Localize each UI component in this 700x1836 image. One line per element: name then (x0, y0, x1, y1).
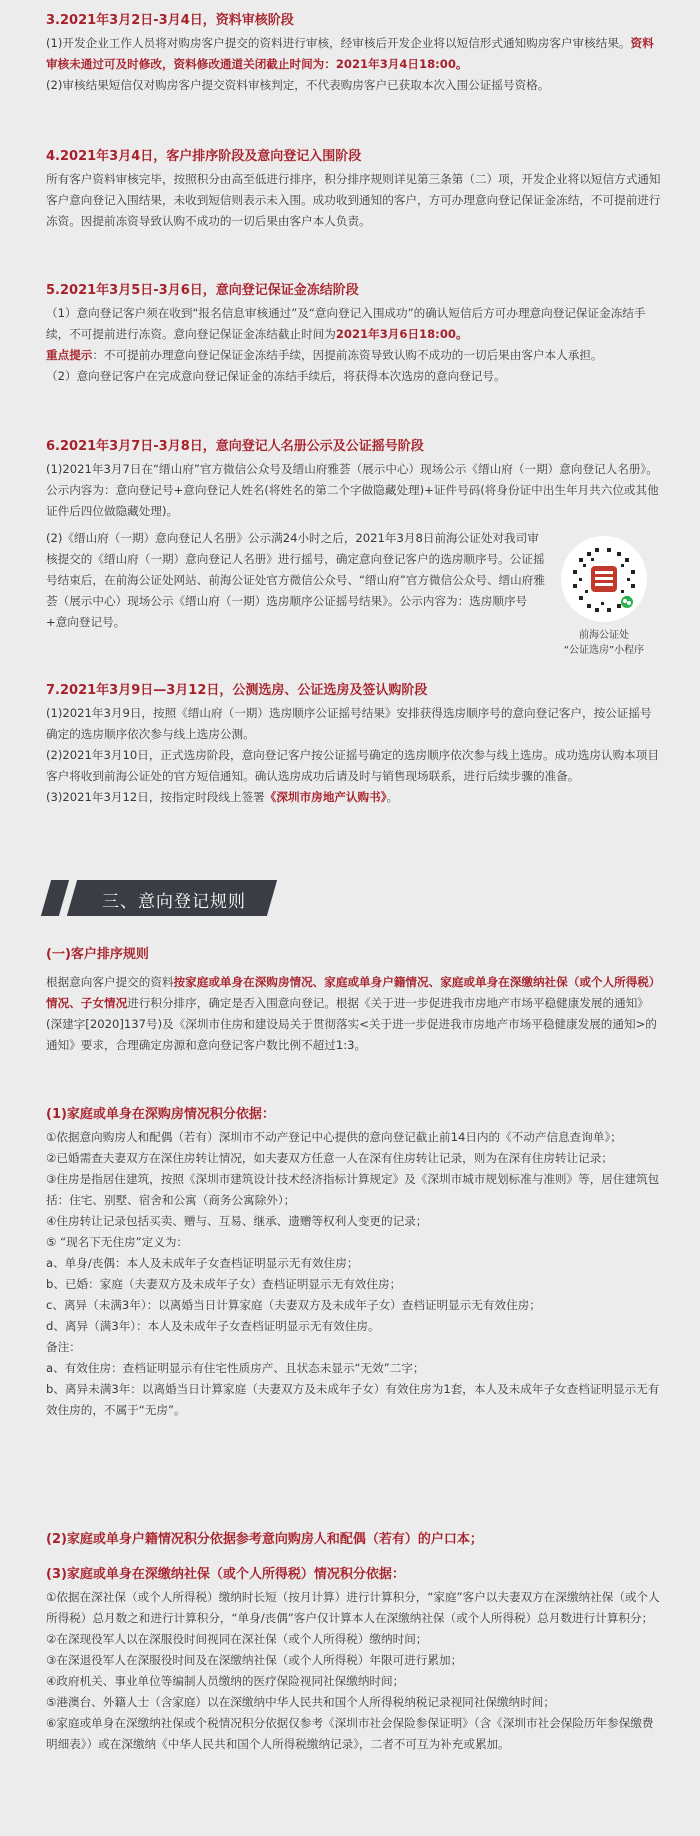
list-item: c、离异（未满3年）：以离婚当日计算家庭（夫妻双方及未成年子女）查档证明显示无有效住房； (46, 1298, 541, 1312)
section-banner (46, 878, 276, 918)
section-7-item-2: (2)2021年3月10日，正式选房阶段，意向登记客户按公证摇号确定的选房顺序依次参与线上选房。成功选房认购本项目客户将收到前海公证处的官方短信通知。确认选房成功后请及时与销售现场联系，进行后续步骤的准备。 (46, 748, 659, 783)
qr-caption-line-2: “公证选房”小程序 (563, 645, 645, 656)
banner-accent-bar (41, 880, 69, 916)
list-item: b、已婚：家庭（夫妻双方及未成年子女）查档证明显示无有效住房； (46, 1277, 402, 1291)
section-3-title: 3.2021年3月2日-3月4日，资料审核阶段 (46, 13, 294, 28)
list-item: ⑤ “现名下无住房”定义为： (46, 1235, 189, 1249)
section-5-deadline: 2021年3月6日18:00。 (335, 327, 468, 341)
rule-1 (46, 946, 661, 1056)
rule-1-3-list (46, 1587, 661, 1755)
section-6-item-2: (2)《缙山府（一期）意向登记人名册》公示满24小时之后，2021年3月8日前海公证处对我司审核提交的《缙山府（一期）意向登记人名册》进行摇号，确定意向登记客户的选房顺序号。公证摇号结束后，在前海公证处网站、前海公证处官方微信公众号、“缙山府”官方微信公众号、缙山府雅荟（展示中心）现场公示《缙山府（一期）选房顺序公证摇号结果》。公示内容为：选房顺序号+意向登记号。 (46, 531, 545, 629)
list-item: d、离异（满3年）：本人及未成年子女查档证明显示无有效住房。 (46, 1319, 380, 1333)
list-item: ④住房转让记录包括买卖、赠与、互易、继承、遗赠等权利人变更的记录； (46, 1214, 428, 1228)
section-6-title: 6.2021年3月7日-3月8日，意向登记人名册公示及公证摇号阶段 (46, 439, 424, 454)
rule-1-title: (一)客户排序规则 (46, 947, 149, 962)
list-item: ①依据意向购房人和配偶（若有）深圳市不动产登记中心提供的意向登记截止前14日内的《不动产信息查询单》； (46, 1130, 622, 1144)
section-7-item-3-end: 。 (386, 790, 399, 804)
section-7-item-1: (1)2021年3月9日，按照《缙山府（一期）选房顺序公证摇号结果》安排获得选房顺序号的意向登记客户，按公证摇号确定的选房顺序依次参与线上选房公测。 (46, 706, 652, 741)
qr-block (558, 536, 650, 658)
section-4-title: 4.2021年3月4日，客户排序阶段及意向登记入围阶段 (46, 149, 362, 164)
section-5-item-1-text: （1）意向登记客户须在收到“报名信息审核通过”及“意向登记入围成功”的确认短信后方可办理意向登记保证金冻结手续，不可提前进行冻资。意向登记保证金冻结截止时间为 (46, 306, 646, 341)
list-item: ⑥家庭或单身在深缴纳社保或个税情况积分依据仅参考《深圳市社会保险参保证明》（含《深圳市社会保险历年参保缴费明细表》）或在深缴纳《中华人民共和国个人所得税缴纳记录》，二者不可互为补充或累加。 (46, 1716, 654, 1751)
rule-1-text-a: 根据意向客户提交的资料 (46, 975, 174, 989)
section-3-deadline: 资料审核未通过可及时修改，资料修改通道关闭截止时间为：2021年3月4日18:00。 (46, 36, 654, 71)
list-item: ⑤港澳台、外籍人士（含家庭）以在深缴纳中华人民共和国个人所得税纳税记录视同社保缴纳时间； (46, 1695, 555, 1709)
banner-title: 三、意向登记规则 (102, 892, 246, 912)
list-item: b、离异未满3年：以离婚当日计算家庭（夫妻双方及未成年子女）有效住房为1套，本人及未成年子女查档证明显示无有效住房的，不属于“无房”。 (46, 1382, 660, 1417)
rule-1-text (46, 972, 661, 1056)
list-item: ③在深退役军人在深服役时间及在深缴纳社保（或个人所得税）年限可进行累加； (46, 1653, 463, 1667)
rule-1-2-title: (2)家庭或单身户籍情况积分依据参考意向购房人和配偶（若有）的户口本； (46, 1532, 483, 1547)
section-3-item-2: (2)审核结果短信仅对购房客户提交资料审核判定，不代表购房客户已获取本次入围公证摇号资格。 (46, 78, 550, 92)
section-5-tip-text: ：不可提前办理意向登记保证金冻结手续，因提前冻资导致认购不成功的一切后果由客户本人承担。 (92, 348, 603, 362)
section-6-item-1: (1)2021年3月7日在“缙山府”官方微信公众号及缙山府雅荟（展示中心）现场公示《缙山府（一期）意向登记人名册》。公示内容为：意向登记号+意向登记人姓名(将姓名的第二个字做隐藏处理)+证件号码(将身份证中出生年月共六位或其他证件后四位做隐藏处理)。 (46, 462, 659, 518)
rule-1-1-title: (1)家庭或单身在深购房情况积分依据： (46, 1107, 275, 1122)
section-7-title: 7.2021年3月9日—3月12日，公测选房、公证选房及签认购阶段 (46, 683, 428, 698)
list-item: a、有效住房：查档证明显示有住宅性质房产、且状态未显示“无效”二字； (46, 1361, 425, 1375)
list-item: 备注： (46, 1340, 81, 1354)
section-7 (46, 682, 661, 808)
section-3-item-1 (46, 33, 661, 75)
section-5 (46, 282, 661, 387)
section-7-item-3-text: (3)2021年3月12日，按指定时段线上签署 (46, 790, 265, 804)
qr-code-pattern (561, 536, 647, 622)
section-5-item-2: （2）意向登记客户在完成意向登记保证金的冻结手续后，将获得本次选房的意向登记号。 (46, 369, 506, 383)
section-4 (46, 148, 661, 232)
list-item: ②已婚需查夫妻双方在深住房转让情况，如夫妻双方任意一人在深有住房转让记录，则为在深有住房转让记录； (46, 1151, 613, 1165)
qr-caption (558, 628, 650, 658)
section-5-item-1 (46, 303, 661, 345)
rule-1-criteria: 按家庭或单身在深购房情况、家庭或单身户籍情况、家庭或单身在深缴纳社保（或个人所得税）情况、子女情况 (46, 975, 661, 1010)
qr-caption-line-1: 前海公证处 (579, 630, 629, 641)
section-4-text: 所有客户资料审核完毕，按照积分由高至低进行排序，积分排序规则详见第三条第（二）项，开发企业将以短信方式通知客户意向登记入围结果，未收到短信则表示未入围。成功收到通知的客户，方可办理意向登记保证金冻结，不可提前进行冻资。因提前冻资导致认购不成功的一切后果由客户本人负责。 (46, 172, 661, 228)
rule-1-2 (46, 1531, 661, 1552)
section-5-title: 5.2021年3月5日-3月6日，意向登记保证金冻结阶段 (46, 283, 359, 298)
section-7-agreement: 《深圳市房地产认购书》 (264, 790, 387, 804)
list-item: ④政府机关、事业单位等编制人员缴纳的医疗保险视同社保缴纳时间； (46, 1674, 405, 1688)
rule-1-1-list (46, 1127, 661, 1421)
rule-1-1 (46, 1106, 661, 1421)
list-item: ③住房是指居住建筑，按照《深圳市建筑设计技术经济指标计算规定》及《深圳市城市规划标准与准则》等，居住建筑包括：住宅、别墅、宿舍和公寓（商务公寓除外）； (46, 1172, 660, 1207)
section-5-tip-label: 重点提示 (46, 348, 93, 362)
qr-code[interactable] (561, 536, 647, 622)
list-item: ①依据在深社保（或个人所得税）缴纳时长短（按月计算）进行计算积分，“家庭”客户以夫妻双方在深缴纳社保（或个人所得税）总月数之和进行计算积分，“单身/丧偶”客户仅计算本人在深缴纳社保（或个人所得税）总月数进行计算积分； (46, 1590, 660, 1625)
section-5-tip (46, 345, 661, 366)
list-item: a、单身/丧偶：本人及未成年子女查档证明显示无有效住房； (46, 1256, 359, 1270)
list-item: ②在深现役军人以在深服役时间视同在深社保（或个人所得税）缴纳时间； (46, 1632, 428, 1646)
section-3 (46, 12, 661, 96)
rule-1-3 (46, 1566, 661, 1755)
rule-1-text-b: 进行积分排序，确定是否入围意向登记。根据《关于进一步促进我市房地产市场平稳健康发展的通知》(深建字[2020]137号)及《深圳市住房和建设局关于贯彻落实<关于进一步促进我市房地产市场平稳健康发展的通知>的通知》要求，合理确定房源和意向登记客户数比例不超过1:3。 (46, 996, 657, 1052)
section-7-item-3 (46, 787, 661, 808)
rule-1-3-title: (3)家庭或单身在深缴纳社保（或个人所得税）情况积分依据： (46, 1567, 405, 1582)
section-3-item-1-text: (1)开发企业工作人员将对购房客户提交的资料进行审核，经审核后开发企业将以短信形式通知购房客户审核结果。 (46, 36, 631, 50)
